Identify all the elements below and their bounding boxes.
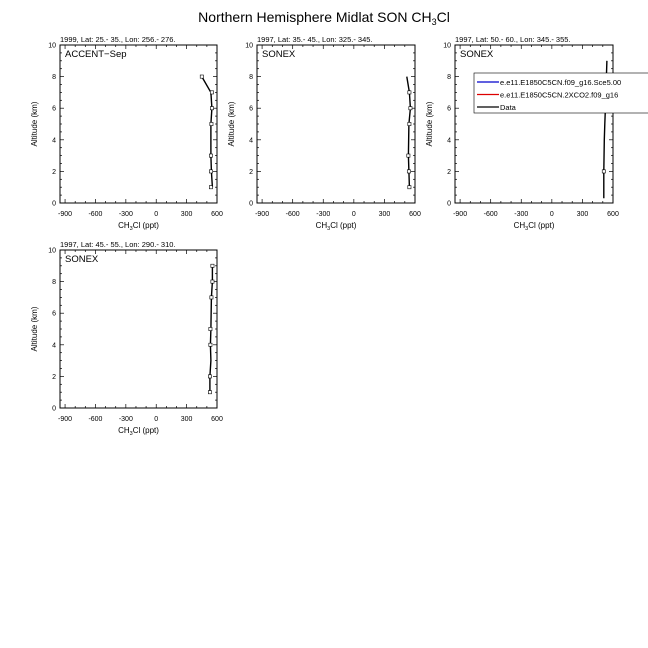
data-marker (208, 391, 211, 394)
x-tick-label: 300 (576, 211, 589, 218)
data-marker (408, 186, 411, 189)
y-axis-label: Altitude (km) (425, 101, 434, 147)
y-tick-label: 8 (52, 279, 56, 287)
y-tick-label: 10 (48, 247, 56, 255)
y-tick-label: 10 (245, 42, 253, 50)
chart-panel-4 (30, 240, 223, 437)
campaign-label: SONEX (65, 254, 99, 265)
x-tick-label: -900 (58, 416, 73, 423)
data-marker (208, 375, 211, 378)
y-tick-label: 6 (52, 310, 56, 318)
x-tick-label: 600 (409, 211, 421, 218)
y-tick-label: 2 (52, 373, 56, 381)
panel-header: 1997, Lat: 45.- 55., Lon: 290.- 310. (60, 240, 176, 249)
campaign-label: SONEX (262, 49, 296, 60)
y-tick-label: 0 (249, 200, 253, 208)
data-marker (211, 264, 214, 267)
data-marker (408, 122, 411, 125)
y-tick-label: 4 (249, 137, 253, 145)
data-marker (211, 280, 214, 283)
x-tick-label: 0 (549, 211, 554, 218)
campaign-label: SONEX (460, 49, 494, 60)
y-tick-label: 4 (52, 137, 56, 145)
data-marker (210, 122, 213, 125)
y-tick-label: 8 (52, 74, 56, 82)
y-axis-label: Altitude (km) (30, 306, 39, 352)
y-tick-label: 8 (447, 74, 451, 82)
x-tick-label: 300 (180, 416, 193, 423)
x-tick-label: 0 (154, 211, 159, 218)
x-axis-label: $CH_3Cl$ (ppt) (118, 426, 159, 437)
x-tick-label: -600 (285, 211, 300, 218)
y-tick-label: 0 (52, 200, 56, 208)
data-marker (210, 107, 213, 110)
x-tick-label: 600 (211, 416, 223, 423)
data-marker (209, 327, 212, 330)
panel-header: 1999, Lat: 25.- 35., Lon: 256.- 276. (60, 35, 176, 44)
x-tick-label: 600 (211, 211, 223, 218)
chart-panel-1 (30, 35, 223, 232)
x-tick-label: 0 (154, 416, 159, 423)
x-tick-label: -900 (58, 211, 73, 218)
x-tick-label: 300 (378, 211, 391, 218)
x-tick-label: -300 (118, 211, 133, 218)
legend-label: e.e11.E1850C5CN.f09_g16.Sce5.00 (500, 78, 622, 87)
y-axis-label: Altitude (km) (30, 101, 39, 147)
x-axis-label: $CH_3Cl$ (ppt) (513, 221, 555, 232)
x-tick-label: -900 (453, 211, 468, 218)
y-tick-label: 0 (52, 405, 56, 413)
y-tick-label: 2 (249, 168, 253, 176)
x-tick-label: -600 (483, 211, 498, 218)
data-marker (602, 170, 605, 173)
plot-frame (257, 45, 415, 203)
x-tick-label: 300 (180, 211, 193, 218)
y-axis-label: Altitude (km) (227, 101, 236, 147)
chart-panel-3 (425, 35, 648, 232)
y-tick-label: 2 (52, 168, 56, 176)
y-tick-label: 10 (443, 42, 451, 50)
plot-frame (455, 45, 613, 203)
data-group (208, 264, 214, 394)
x-tick-label: -900 (255, 211, 270, 218)
data-marker (407, 154, 410, 157)
y-tick-label: 4 (447, 137, 451, 145)
data-marker (209, 186, 212, 189)
panel-header: 1997, Lat: 50.- 60., Lon: 345.- 355. (455, 35, 571, 44)
y-tick-label: 2 (447, 168, 451, 176)
y-tick-label: 6 (52, 105, 56, 113)
data-group (407, 77, 412, 189)
data-marker (200, 75, 203, 78)
y-tick-label: 10 (48, 42, 56, 50)
x-tick-label: -600 (88, 211, 103, 218)
x-tick-label: -300 (316, 211, 331, 218)
figure-title: Northern Hemisphere Midlat SON $CH_3Cl$ (198, 9, 450, 27)
x-tick-label: -600 (88, 416, 103, 423)
data-marker (209, 343, 212, 346)
data-marker (209, 170, 212, 173)
data-marker (409, 107, 412, 110)
x-tick-label: 600 (607, 211, 619, 218)
plot-frame (60, 45, 217, 203)
panel-header: 1997, Lat: 35.- 45., Lon: 325.- 345. (257, 35, 373, 44)
x-axis-label: $CH_3Cl$ (ppt) (118, 221, 159, 232)
legend (474, 73, 648, 113)
data-marker (408, 91, 411, 94)
y-tick-label: 6 (447, 105, 451, 113)
plot-frame (60, 250, 217, 408)
y-tick-label: 6 (249, 105, 253, 113)
x-tick-label: 0 (351, 211, 356, 218)
data-marker (210, 296, 213, 299)
x-axis-label: $CH_3Cl$ (ppt) (315, 221, 357, 232)
data-group (200, 75, 213, 189)
legend-label: Data (500, 103, 516, 112)
x-tick-label: -300 (514, 211, 529, 218)
data-marker (407, 170, 410, 173)
legend-label: e.e11.E1850C5CN.2XCO2.f09_g16 (500, 90, 619, 100)
chart-panel-2 (227, 35, 421, 232)
y-tick-label: 4 (52, 342, 56, 350)
x-tick-label: -300 (118, 416, 133, 423)
data-marker (210, 91, 213, 94)
data-marker (209, 154, 212, 157)
y-tick-label: 0 (447, 200, 451, 208)
y-tick-label: 8 (249, 74, 253, 82)
campaign-label: ACCENT−Sep (65, 49, 127, 60)
